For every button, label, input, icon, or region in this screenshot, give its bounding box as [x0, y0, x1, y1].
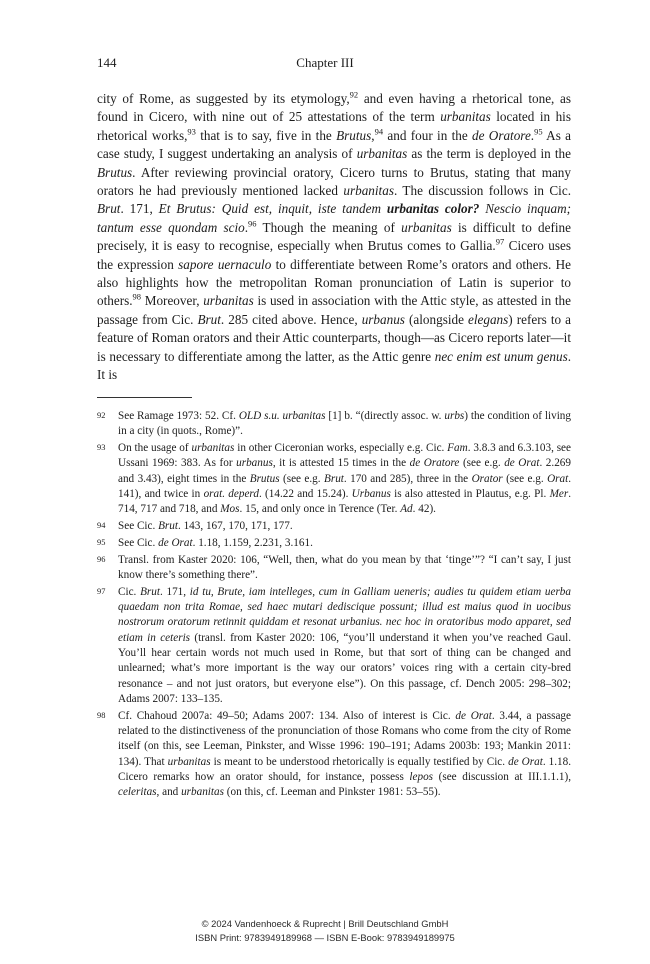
footnote-italic: Brut	[158, 520, 178, 533]
abbr-brut: Brut	[197, 311, 221, 327]
footnote-text: See Cic.	[118, 520, 159, 533]
latin-quote: Nescio inquam; tantum esse quondam scio	[97, 201, 571, 235]
footnote-italic: urbs	[444, 410, 465, 422]
footnote-text: . 3.8.3 and 6.3.103, see Ussani 1969: 383. As for	[118, 442, 571, 470]
footnote-94	[97, 519, 571, 534]
latin-quote-emphasis: urbanitas color?	[386, 201, 480, 217]
running-head: Chapter III	[296, 55, 354, 70]
footnote-text: See Cic.	[118, 536, 159, 549]
footnote-italic: celeritas	[118, 786, 157, 799]
latin-expression: sapore uernaculo	[178, 256, 272, 272]
text-run: as the term is deployed in the	[407, 146, 571, 162]
footnote-text: . 141), and twice in	[118, 472, 572, 500]
term-urbanitas: urbanitas	[356, 146, 408, 162]
text-run: to differentiate between Rome’s orators and others. He also highlights how the metropolitan Roman pronunciation of Latin is superior to others.	[97, 256, 571, 309]
footnote-text: . (14.22 and 15.24).	[258, 487, 352, 500]
footnote-italic: orat. deperd	[203, 487, 259, 500]
footnote-text: Cf. Chahoud 2007a: 49–50; Adams 2007: 134. Also of interest is Cic.	[118, 709, 456, 722]
footnote-number: 96	[97, 554, 106, 564]
abbr-brut: Brut	[97, 201, 121, 217]
text-run: . The discussion follows in Cic.	[393, 183, 571, 199]
footnote-95	[97, 536, 571, 551]
text-run: Though the meaning of	[256, 219, 402, 235]
footnote-text: in other Ciceronian works, especially e.g. Cic.	[234, 442, 448, 455]
footnote-latin-quote: id tu, Brute, iam intelleges, cum in Galliam ueneris; audies tu quidem etiam uerba quaedam non trita Romae, sed haec mutari dediscique possunt; illud est maius quod in uocibus nostrorum oratorum retinnit quiddam et resonat urbanius. nec hoc in oratoribus modo apparet, sed etiam in ceteris	[118, 585, 571, 644]
footnote-number: 94	[97, 521, 106, 531]
text-run: .	[530, 127, 535, 143]
latin-phrase: nec enim est unum genus	[434, 348, 568, 364]
footnote-italic: Brut	[324, 472, 344, 485]
term-elegans: elegans	[468, 311, 509, 327]
footnote-text: (see e.g.	[502, 472, 548, 485]
body-text	[97, 90, 571, 385]
text-run: (alongside	[404, 311, 468, 327]
footnote-text: On the usage of	[118, 442, 192, 455]
footnote-italic: de Oratore	[409, 457, 460, 470]
footnote-text: . 1.18, 1.159, 2.231, 3.161.	[192, 536, 313, 549]
footnote-text: is also attested in Plautus, e.g. Pl.	[390, 487, 550, 500]
footnote-text: See Ramage 1973: 52. Cf.	[118, 410, 239, 422]
latin-quote: Et Brutus: Quid est, inquit, iste tandem	[158, 201, 387, 217]
text-run: ) refers to a feature of Roman orators and their Attic counterparts, though—as Cicero reports later—it is necessary to differentiate among the latter, as the Attic genre	[97, 311, 572, 364]
footnote-number: 93	[97, 443, 106, 453]
footnote-text: (on this, cf. Leeman and Pinkster 1981: 53–55).	[223, 786, 441, 799]
footnote-text: (see discussion at III.1.1.1),	[433, 770, 571, 783]
footnote-text: ) the condition of living in a city (in quots., Rome)”.	[118, 410, 571, 438]
footnote-98	[97, 709, 571, 801]
footnote-italic: OLD s.u. urbanitas	[238, 410, 326, 422]
footnote-text: . 143, 167, 170, 171, 177.	[177, 520, 293, 533]
text-run: city of Rome, as suggested by its etymology,	[97, 91, 350, 106]
footnote-divider	[97, 397, 192, 398]
footnote-ref-95[interactable]: 95	[534, 126, 543, 137]
term-urbanitas: urbanitas	[343, 183, 394, 199]
footnote-italic: Brut	[140, 585, 160, 598]
footnote-italic: Brutus	[249, 472, 280, 485]
footnote-text: . 714, 717 and 718, and	[118, 487, 571, 516]
footnote-text: . 15, and only once in Terence (Ter.	[239, 503, 401, 516]
copyright-line: © 2024 Vandenhoeck & Ruprecht | Brill Deutschland GmbH	[201, 918, 449, 929]
body-paragraph	[97, 90, 571, 385]
term-urbanitas: urbanitas	[440, 109, 491, 125]
footnotes	[97, 409, 571, 802]
footnote-ref-98[interactable]: 98	[132, 292, 142, 303]
text-run: located in his rhetorical works,	[97, 109, 571, 143]
footnote-italic: Orat	[547, 472, 569, 485]
term-urbanitas: urbanitas	[203, 293, 254, 309]
footnote-93	[97, 441, 571, 517]
text-run: Moreover,	[141, 293, 204, 309]
footnote-italic: Ad	[400, 503, 413, 516]
text-run: and four in the	[383, 127, 473, 143]
footnote-italic: Orator	[471, 472, 503, 485]
footnote-italic: de Orat	[508, 755, 543, 768]
title-brutus: Brutus	[97, 164, 133, 180]
text-run: ,	[371, 127, 375, 143]
footnote-number: 98	[97, 710, 106, 720]
footnote-italic: Mos	[220, 503, 240, 516]
footnote-text: . 170 and 285), three in the	[343, 472, 472, 485]
footnote-italic: urbanus	[236, 457, 273, 470]
footnote-96	[97, 553, 571, 584]
footnote-italic: urbanitas	[191, 442, 235, 455]
footnote-text: , and	[156, 786, 182, 799]
footnote-ref-92[interactable]: 92	[349, 89, 359, 100]
term-urbanus: urbanus	[361, 311, 405, 327]
footnote-text: [1] b. “(directly assoc. w.	[325, 410, 445, 422]
text-run: . 171,	[120, 201, 159, 217]
footnote-number: 97	[97, 586, 106, 596]
footnote-text: . 2.269 and 3.43), eight times in the	[118, 457, 571, 485]
footnote-text: Transl. from Kaster 2020: 106, “Well, then, what do you mean by that ‘tinge’”? “I can’t say, I just know there’s something there”.	[118, 553, 571, 581]
footnote-italic: Urbanus	[351, 487, 391, 500]
footnote-text: is meant to be understood rhetorically is equally testified by Cic.	[210, 755, 509, 768]
footnote-text: (transl. from Kaster 2020: 106, “you’ll understand it when you’ve reached Gaul. You’ll hear certain words not much used in Rome, but that sort of thing can be changed and unlearned; what’s more important is the way our orators’ voices ring with a certain city-bred resonance – and not just orators, but everyone else”). On this passage, cf. Dench 2005: 298–302; Adams 2007: 133–135.	[118, 631, 571, 705]
footnote-text: . 42).	[412, 503, 436, 516]
footnote-97	[97, 585, 571, 707]
footnote-text: . 3.44, a passage related to the distinctiveness of the pronunciation of those Romans who come from the city of Rome itself (on this, see Leeman, Pinkster, and Wisse 1996: 190–191; Adams 2003b: 193; Mankin 2011: 134). That	[118, 709, 571, 768]
text-run: Cicero uses the expression	[97, 238, 571, 272]
footnote-italic: lepos	[409, 770, 434, 783]
footnote-italic: urbanitas	[181, 786, 224, 799]
text-run: . 285 cited above. Hence,	[220, 311, 362, 327]
colophon	[0, 917, 650, 944]
footnote-text: , it is attested 15 times in the	[272, 457, 410, 470]
footnote-italic: Fam	[447, 442, 468, 455]
footnote-ref-96[interactable]: 96	[248, 218, 257, 229]
footnote-ref-97[interactable]: 97	[495, 236, 505, 247]
term-urbanitas: urbanitas	[401, 219, 452, 235]
title-de-oratore: de Oratore	[472, 127, 531, 143]
text-run: . After reviewing provincial oratory, Cicero turns to Brutus, stating that many orators he had previously mentioned lacked	[97, 164, 571, 199]
footnote-italic: urbanitas	[167, 755, 211, 768]
footnote-italic: de Orat	[504, 457, 540, 470]
page-number: 144	[97, 55, 117, 70]
isbn-line: ISBN Print: 9783949189968 — ISBN E-Book: 9783949189975	[195, 931, 455, 943]
footnote-number: 92	[97, 411, 106, 420]
footnote-text: (see e.g.	[459, 457, 505, 470]
footnote-italic: de Orat	[455, 709, 492, 722]
footnote-text: . 1.18. Cicero remarks how an orator should, for instance, possess	[118, 755, 572, 783]
text-run: and even having a rhetorical tone, as found in Cicero, with nine out of 25 attestations of the term	[97, 91, 571, 125]
footnote-ref-93[interactable]: 93	[187, 126, 196, 137]
title-brutus: Brutus	[336, 127, 372, 143]
footnote-text: . 171,	[159, 585, 190, 598]
footnote-number: 95	[97, 537, 106, 547]
text-run: is used in association with the Attic style, as attested in the passage from Cic.	[97, 293, 572, 327]
footnote-text: Cic.	[118, 585, 141, 598]
footnote-italic: de Orat	[158, 536, 193, 549]
text-run: .	[244, 219, 249, 235]
text-run: As a case study, I suggest undertaking an analysis of	[97, 127, 572, 162]
footnote-text: (see e.g.	[279, 472, 324, 485]
text-run: that is to say, five in the	[195, 127, 337, 143]
text-run: is difficult to define precisely, it is easy to recognise, especially when Brutus comes to Gallia.	[97, 219, 571, 254]
footnote-italic: Mer	[549, 487, 569, 500]
text-run: . It is	[97, 348, 571, 383]
footnote-92	[97, 409, 571, 440]
footnote-ref-94[interactable]: 94	[374, 126, 384, 137]
